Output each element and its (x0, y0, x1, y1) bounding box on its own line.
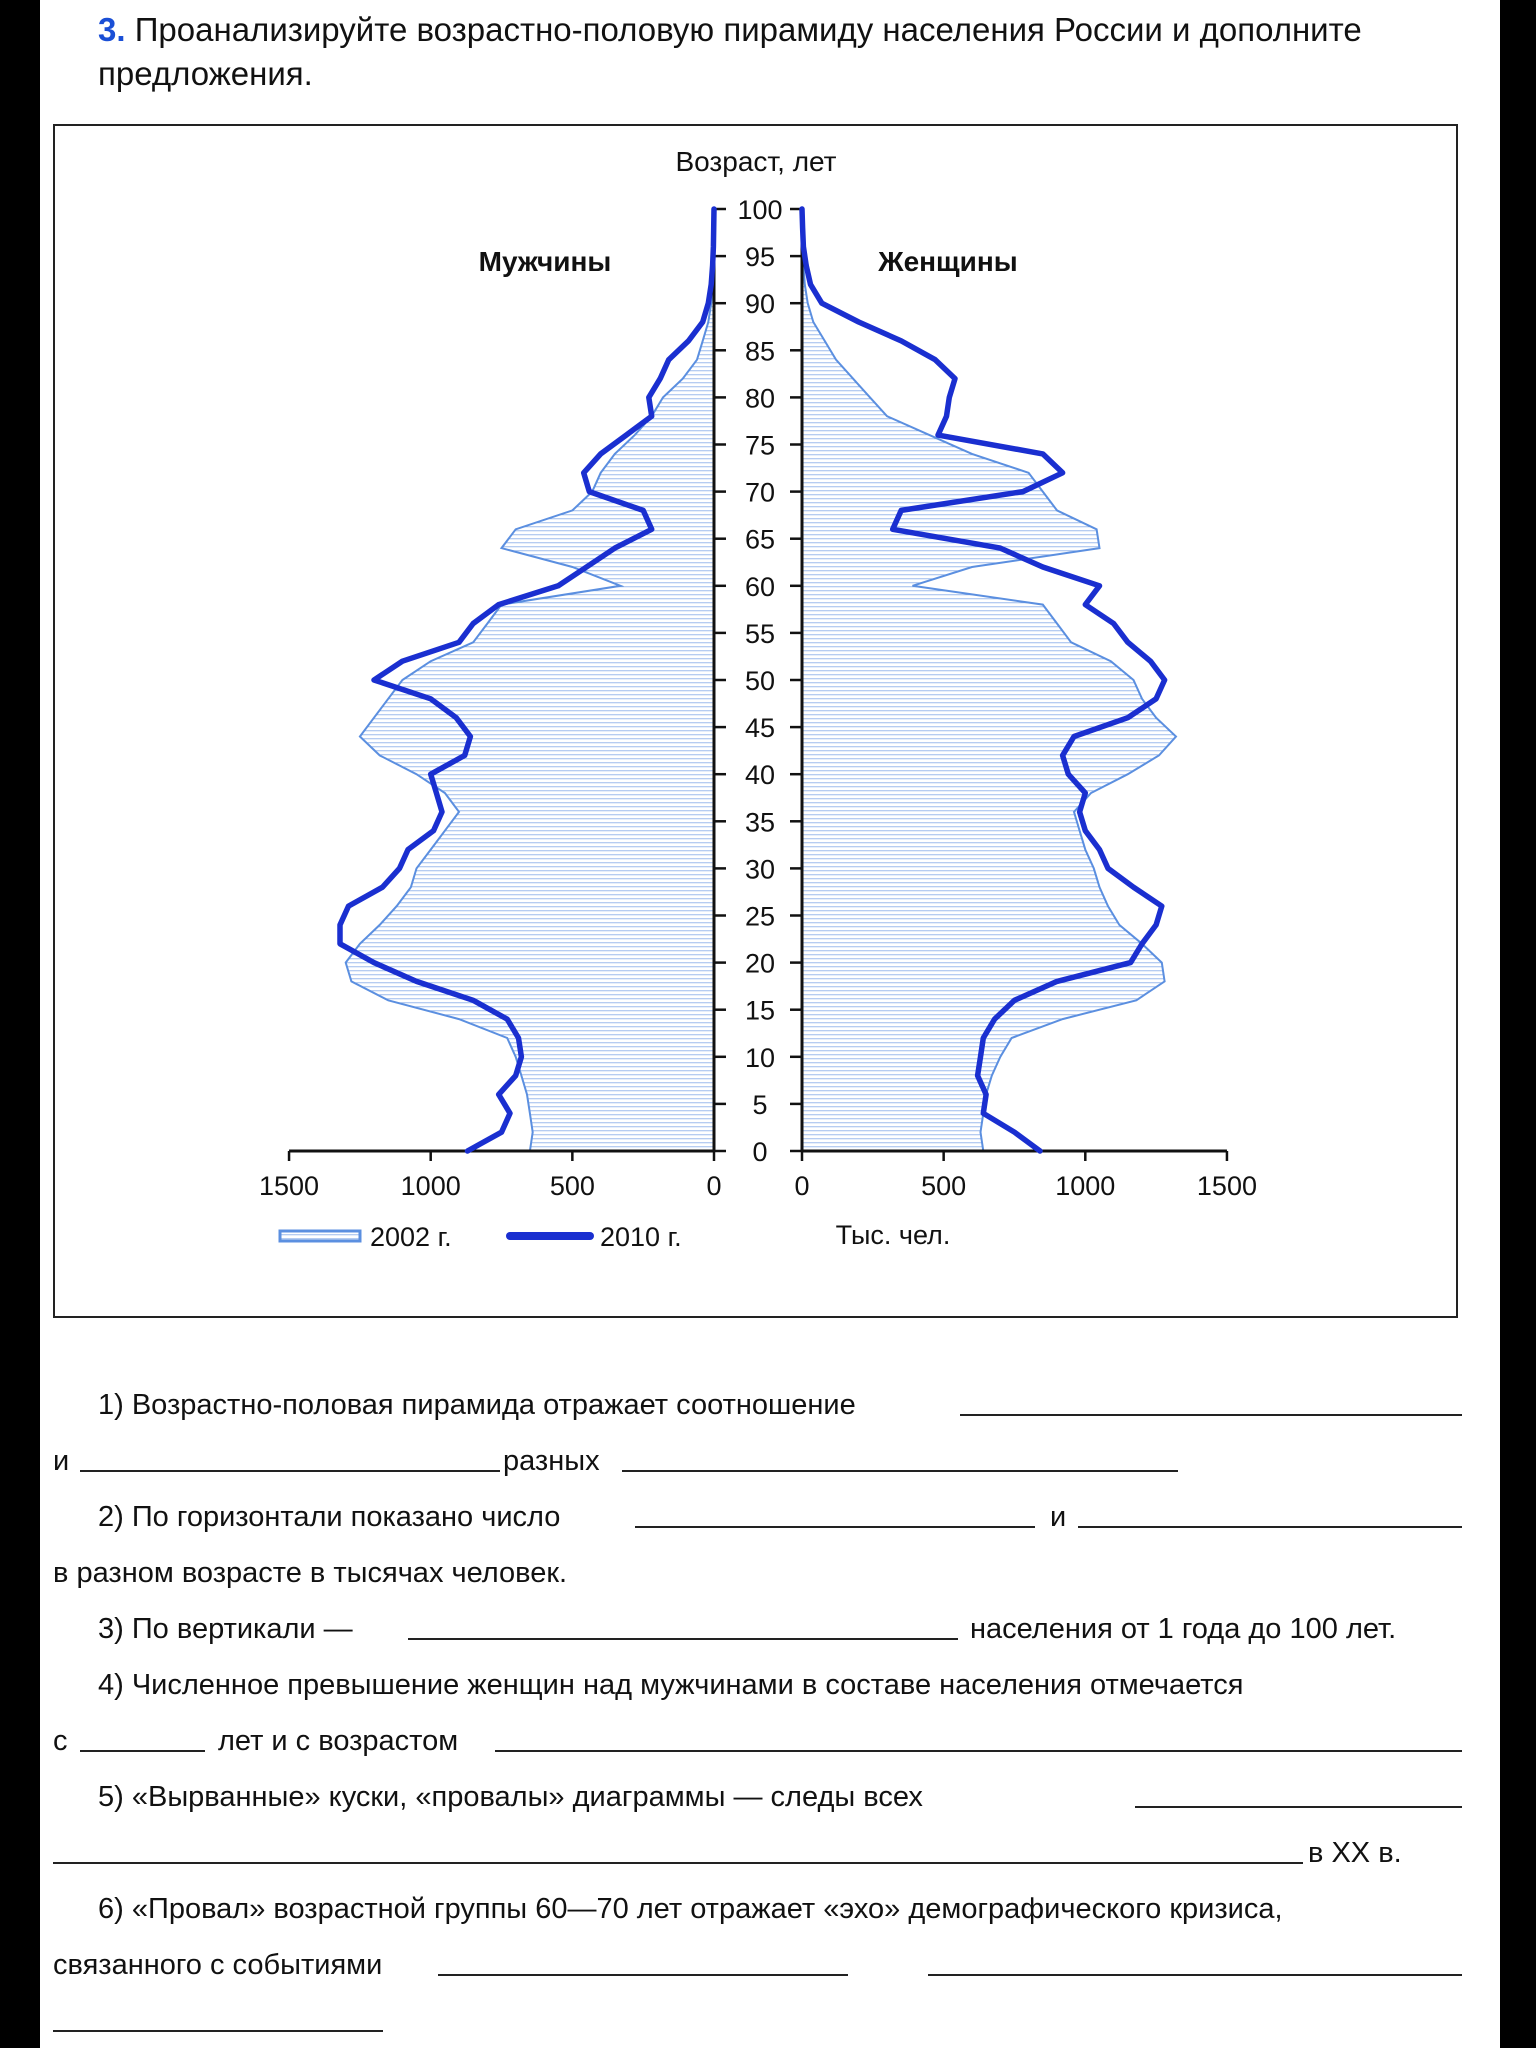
population-pyramid-chart (55, 126, 1456, 1316)
y-tick-label: 90 (744, 289, 776, 320)
worksheet-page (40, 0, 1500, 2048)
question-1-raznyh: разных (503, 1445, 600, 1477)
answer-blank-5b[interactable] (53, 1862, 1303, 1864)
answer-blank-4b[interactable] (495, 1750, 1462, 1752)
x-tick-label-left: 500 (549, 1171, 595, 1201)
y-tick-label: 100 (737, 195, 783, 225)
question-2-continuation: в разном возрасте в тысячах человек. (53, 1557, 568, 1589)
answer-blank-1a[interactable] (960, 1414, 1462, 1416)
answer-blank-6c[interactable] (53, 2030, 383, 2032)
x-tick-label-left: 1000 (400, 1171, 461, 1201)
legend-2002-swatch (280, 1231, 360, 1241)
question-3-text: 3) По вертикали — (98, 1613, 353, 1645)
x-tick-label-right: 1000 (1055, 1171, 1116, 1201)
question-2-text: 2) По горизонтали показано число (98, 1501, 561, 1533)
chart-frame (53, 124, 1458, 1318)
y-tick-label: 95 (744, 242, 776, 273)
y-tick-label: 50 (744, 666, 776, 696)
x-tick-label-right: 0 (794, 1171, 810, 1201)
answer-blank-1b[interactable] (80, 1470, 500, 1472)
y-tick-label: 25 (744, 901, 776, 932)
answer-blank-2b[interactable] (1078, 1526, 1462, 1528)
x-tick-label-right: 1500 (1196, 1171, 1257, 1201)
female-label: Женщины (878, 246, 1018, 277)
task-text: Проанализируйте возрастно-половую пирамиду населения России и дополните предложения. (98, 11, 1362, 92)
question-4-text: 4) Численное превышение женщин над мужчинами в составе населения отмечается (98, 1669, 1244, 1701)
y-tick-label: 15 (744, 995, 776, 1026)
question-6-text: 6) «Провал» возрастной группы 60—70 лет отражает «эхо» демографического кризиса, (98, 1893, 1283, 1925)
answer-blank-3[interactable] (408, 1638, 958, 1640)
y-tick-label: 35 (744, 807, 776, 838)
question-6-continuation: связанного с событиями (53, 1949, 383, 1981)
y-tick-label: 20 (744, 948, 776, 979)
x-tick-label-left: 0 (706, 1171, 722, 1201)
y-tick-label: 30 (744, 854, 776, 885)
answer-blank-6a[interactable] (438, 1974, 848, 1976)
answer-blank-2a[interactable] (635, 1526, 1035, 1528)
y-tick-label: 70 (744, 477, 776, 508)
question-4-from: с (53, 1725, 68, 1757)
y-tick-label: 80 (744, 383, 776, 414)
answer-blank-6b[interactable] (928, 1974, 1462, 1976)
question-4-age: лет и с возрастом (218, 1725, 459, 1757)
y-tick-label: 75 (744, 430, 776, 461)
y-tick-label: 10 (744, 1042, 776, 1073)
answer-blank-5a[interactable] (1135, 1806, 1462, 1808)
y-tick-label: 5 (752, 1089, 768, 1120)
question-1-text: 1) Возрастно-половая пирамида отражает соотношение (98, 1389, 856, 1421)
y-tick-label: 60 (744, 571, 776, 602)
male-label: Мужчины (478, 246, 612, 277)
task-title (98, 8, 1488, 96)
y-tick-label: 40 (744, 760, 776, 791)
y-tick-label: 55 (744, 618, 776, 649)
chart-title: Возраст, лет (675, 146, 837, 177)
legend-2010-label: 2010 г. (600, 1222, 682, 1252)
x-tick-label-left: 1500 (259, 1171, 320, 1201)
question-5-end: в XX в. (1308, 1837, 1402, 1869)
question-3-end: населения от 1 года до 100 лет. (970, 1613, 1397, 1645)
y-tick-label: 0 (752, 1137, 768, 1167)
x-tick-label-right: 500 (921, 1171, 967, 1201)
y-tick-label: 45 (744, 713, 776, 744)
legend-2002-label: 2002 г. (370, 1222, 452, 1252)
series-2002-female-area (802, 209, 1176, 1151)
question-2-and: и (1050, 1501, 1067, 1533)
series-2002-male-area (346, 209, 714, 1151)
answer-blank-4a[interactable] (80, 1750, 205, 1752)
task-number: 3. (98, 11, 126, 48)
y-tick-label: 85 (744, 336, 776, 367)
answer-blank-1c[interactable] (622, 1470, 1178, 1472)
question-5-text: 5) «Вырванные» куски, «провалы» диаграммы — следы всех (98, 1781, 923, 1813)
question-1-and: и (53, 1445, 70, 1477)
x-axis-label: Тыс. чел. (835, 1220, 951, 1250)
y-tick-label: 65 (744, 524, 776, 555)
